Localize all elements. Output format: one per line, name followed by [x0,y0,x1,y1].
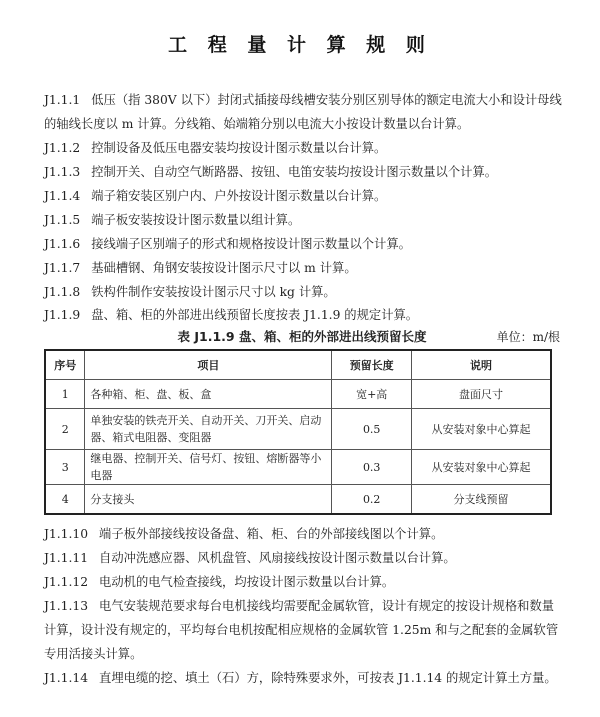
rule-text: 低压（指 380V 以下）封闭式插接母线槽安装分别区别导体的额定电流大小和设计母线的轴线长度以 m 计算。分线箱、始端箱分别以电流大小按设计数量以台计算。 [44,93,562,131]
rule-code: J1.1.13 [44,599,89,613]
table-row [45,485,551,515]
rule-text: 电气安装规范要求每台电机接线均需要配金属软管，设计有规定的按设计规格和数量计算，设计没有规定的，平均每台电机按配相应规格的金属软管 1.25m 和与之配套的金属软管专用活接头计算。 [44,599,559,661]
header-no: 序号 [45,350,85,380]
rule-code: J1.1.14 [44,671,89,685]
cell-item: 分支接头 [85,485,332,515]
rule-code: J1.1.11 [44,551,89,565]
table-title: 表 J1.1.9 盘、箱、柜的外部进出线预留长度 [177,329,427,344]
cell-no: 2 [45,409,85,450]
rule-text: 基础槽钢、角钢安装按设计图示尺寸以 m 计算。 [91,261,357,275]
rule-code: J1.1.3 [44,165,81,179]
rule-paragraph [44,184,566,208]
header-note: 说明 [412,350,551,380]
rule-code: J1.1.10 [44,527,89,541]
rule-paragraph [44,160,566,184]
rule-paragraph [44,232,566,256]
rule-text: 接线端子区别端子的形式和规格按设计图示数量以个计算。 [91,237,411,251]
rule-paragraph [44,208,566,232]
cell-no: 3 [45,450,85,485]
cell-length: 宽+高 [332,380,412,409]
rule-code: J1.1.8 [44,285,81,299]
rule-text: 盘、箱、柜的外部进出线预留长度按表 J1.1.9 的规定计算。 [91,308,419,322]
reserve-length-table [44,349,552,515]
rule-text: 控制开关、自动空气断路器、按钮、电笛安装均按设计图示数量以个计算。 [91,165,498,179]
rule-code: J1.1.2 [44,141,81,155]
rule-paragraph [44,570,566,594]
rule-code: J1.1.9 [44,308,81,322]
rule-code: J1.1.5 [44,213,81,227]
rule-code: J1.1.4 [44,189,81,203]
table-row [45,409,551,450]
table-row [45,450,551,485]
rule-paragraph [44,666,566,690]
header-item: 项目 [85,350,332,380]
rule-text: 端子板外部接线按设备盘、箱、柜、台的外部接线图以个计算。 [99,527,444,541]
rule-text: 直埋电缆的挖、填土（石）方，除特殊要求外，可按表 J1.1.14 的规定计算土方量。 [99,671,557,685]
rule-paragraph [44,594,566,666]
cell-item: 单独安装的铁壳开关、自动开关、刀开关、启动器、箱式电阻器、变阻器 [85,409,332,450]
cell-no: 1 [45,380,85,409]
cell-no: 4 [45,485,85,515]
rule-paragraph [44,303,566,327]
rule-paragraph [44,88,566,136]
page-title: 工 程 量 计 算 规 则 [168,34,432,56]
table-unit: 单位：m/根 [496,330,560,344]
table-row [45,380,551,409]
rule-text: 铁构件制作安装按设计图示尺寸以 kg 计算。 [91,285,336,299]
cell-note: 从安装对象中心算起 [412,450,551,485]
cell-note: 盘面尺寸 [412,380,551,409]
rule-text: 自动冲洗感应器、风机盘管、风扇接线按设计图示数量以台计算。 [99,551,456,565]
header-length: 预留长度 [332,350,412,380]
cell-item: 各种箱、柜、盘、板、盒 [85,380,332,409]
cell-note: 从安装对象中心算起 [412,409,551,450]
cell-length: 0.2 [332,485,412,515]
rule-code: J1.1.7 [44,261,81,275]
rule-paragraph [44,522,566,546]
cell-length: 0.5 [332,409,412,450]
rule-paragraph [44,546,566,570]
rule-text: 电动机的电气检查接线，均按设计图示数量以台计算。 [99,575,395,589]
rule-text: 端子板安装按设计图示数量以组计算。 [91,213,301,227]
rule-code: J1.1.1 [44,93,81,107]
rule-paragraph [44,280,566,304]
cell-item: 继电器、控制开关、信号灯、按钮、熔断器等小电器 [85,450,332,485]
table-caption [44,326,560,348]
rule-paragraph [44,136,566,160]
rule-code: J1.1.12 [44,575,89,589]
rule-text: 端子箱安装区别户内、户外按设计图示数量以台计算。 [91,189,387,203]
rule-code: J1.1.6 [44,237,81,251]
cell-note: 分支线预留 [412,485,551,515]
table-header-row [45,350,551,380]
rule-paragraph [44,256,566,280]
rule-text: 控制设备及低压电器安装均按设计图示数量以台计算。 [91,141,387,155]
cell-length: 0.3 [332,450,412,485]
